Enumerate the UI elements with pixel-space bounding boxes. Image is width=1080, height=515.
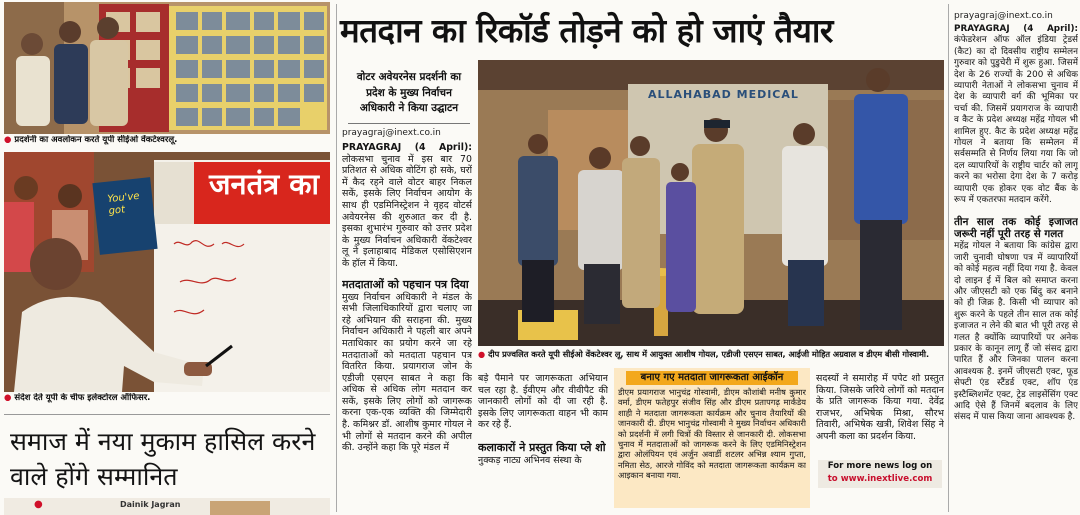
board-card: You've got [106, 190, 141, 218]
photo-ceo-writing-message [4, 152, 330, 392]
more-news-label: For more news log on [827, 461, 933, 471]
more-news-box [818, 460, 942, 488]
teaser-thumb [210, 501, 270, 515]
sidebar-box [614, 368, 810, 508]
box-title: बनाए गए मतदाता जागरूकता आईकॉन [626, 371, 798, 385]
photo-caption-top: ● प्रदर्शनी का अवलोकन करते यूपी सीईओ वेंकटेश्वरलू. [4, 135, 178, 145]
bullet-icon: ● [4, 135, 12, 145]
divider [4, 414, 330, 415]
divider [348, 123, 470, 124]
story-subhead: कलाकारों ने प्रस्तुत किया प्ले शो [478, 440, 606, 454]
column-divider [948, 4, 949, 512]
deck: वोटर अवेयरनेस प्रदर्शनी का प्रदेश के मुख्य निर्वाचन अधिकारी ने किया उद्घाटन [356, 71, 462, 114]
column-divider [336, 4, 337, 512]
photo-exhibition-visit [4, 2, 330, 134]
story-paragraph: PRAYAGRAJ (4 April): कंफेडरेशन ऑफ ऑल इंडिया ट्रेडर्स (कैट) का दो दिवसीय राष्ट्रीय सम्मेलन गुरुवार को पुडुचेरी में शुरू हुआ. जिसमें देश के 26 राज्यों के 200 से अधिक व्यापारी नेताओं ने लोकसभा चुनाव में देश के व्यापारी वर्ग की भूमिका पर चर्चा की. जिसमें प्रयागराज के व्यापारी व कैट के प्रदेश अध्यक्ष महेंद्र गोयल भी शामिल हुए. कैट के प्रदेश अध्यक्ष महेंद्र गोयल ने बताया कि सम्मेलन में सर्वसम्मति से निर्णय लिया गया कि जो दल व्यापारियों के राष्ट्रीय चार्टर को लागू करने का भरोसा देगा देश के 7 करोड़ व्यापारी एक होकर एक वोट बैंक के रूप में एकतरफा मतदान करेंगे. [954, 24, 1078, 206]
main-headline: मतदान का रिकॉर्ड तोड़ने को हो जाएं तैयार [340, 11, 833, 50]
more-news-link[interactable]: to www.inextlive.com [827, 474, 933, 484]
story-paragraph: PRAYAGRAJ (4 April): लोकसभा चुनाव में इस बार 70 प्रतिशत से अधिक वोटिंग हो सके, घरों में कैद रहने वाले वोटर बाहर निकल सकें, इसके लिए निर्वाचन आयोग के साथ ही एडमिनिस्ट्रेशन ने वृहद वोटर्स अवेयरनेस की शुरुआत कर दी है. इसका शुभारंभ गुरुवार को उत्तर प्रदेश के मुख्य निर्वाचन अधिकारी वेंकटेश्वर लू ने इलाहाबाद मेडिकल एसोसिएशन के हॉल में किया. [342, 142, 472, 269]
bullet-icon: ● [478, 349, 486, 359]
bullet-icon: ● [34, 499, 43, 510]
bottom-story-headline: समाज में नया मुकाम हासिल करने वाले होंगे सम्मानित [10, 427, 316, 491]
main-photo-caption: ● दीप प्रज्वलित करते यूपी सीईओ वेंकटेश्वर लू, साथ में आयुक्त आशीष गोयल, एडीजी एसएन साबत, आईजी मोहित अग्रवाल व डीएम बीसी गोस्वामी. [478, 349, 930, 359]
hall-banner: ALLAHABAD MEDICAL [648, 88, 799, 101]
right-story [954, 24, 1078, 515]
story-subhead: तीन साल तक कोई इजाजत जरूरी नहीं पूरी तरह से गलत [954, 215, 1078, 240]
dateline: PRAYAGRAJ (4 April): [954, 24, 1078, 34]
board-title: जनतंत्र का [209, 167, 320, 201]
photo-lamp-lighting [478, 60, 944, 346]
story-col-4: सदस्यों ने समारोह में पपेट शो प्रस्तुत किया. जिसके जरिये लोगों को मतदान के प्रति जागरूक किया गया. देवेंद्र राजभर, अभिषेक मिश्रा, सौरभ तिवारी, अभिषेक खत्री, शिवेश सिंह ने अपनी कला का प्रदर्शन किया. [816, 373, 944, 442]
right-byline: prayagraj@inext.co.in [954, 11, 1053, 21]
bottom-teaser-strip [4, 498, 330, 515]
dateline: PRAYAGRAJ (4 April): [342, 142, 472, 153]
story-col-2 [478, 373, 608, 515]
story-paragraph: नुक्कड़ नाट्य अभिनव संस्था के [478, 454, 582, 466]
teaser-logo: Dainik Jagran [120, 500, 181, 509]
story-paragraph: मुख्य निर्वाचन अधिकारी ने मंडल के सभी जिलाधिकारियों द्वारा चलाए जा रहे अभियान की सराहना की. मुख्य निर्वाचन अधिकारी ने पहली बार अपने मताधिकार का प्रयोग करने जा रहे मतदाताओं को मतदाता पहचान पत्र वितरित किया. प्रयागराज जोन के एडीजी एसएन साबत ने कहा कि अधिक से अधिक लोग मतदान कर सकें, इसके लिए लोगों को जागरूक करना एक-एक व्यक्ति की जिम्मेदारी है. कमिश्नर डॉ. आशीष कुमार गोयल ने भी लोगों से मतदान करने की अपील की. उन्होंने कहा कि पूरे मंडल में [342, 291, 472, 454]
bullet-icon: ● [4, 393, 12, 403]
byline: prayagraj@inext.co.in [342, 128, 441, 138]
story-paragraph: महेंद्र गोयल ने बताया कि कांग्रेस द्वारा जारी चुनावी घोषणा पत्र में व्यापारियों को कोई महत्व नहीं दिया गया है. केवल दो लाइन ई में बिल को समाप्त करना और जीएसटी को एक बिंदु कर बनाने को ही जिक्र है. किसी भी व्यापार को शुरू करने के पहले तीन साल तक कोई इजाजत न लेने की बात भी पूरी तरह से गलत है क्योंकि व्यापारियों पर अनेक प्रकार के कानून लागू हैं जो संसद द्वारा पारित हैं और जिनका पालन करना आवश्यक है. इनमें जीएसटी एक्ट, फूड सेफ्टी एंड स्टैंडर्ड एक्ट, शॉप एंड इस्टैब्लिशमेंट एक्ट, ट्रेड लाइसेंसिंग एक्ट आदि ऐसे हैं जिनमें बदलाव के लिए संसद में पास किया जाना आवश्यक है. [954, 241, 1078, 423]
photo-caption-middle: ● संदेश देते यूपी के चीफ इलेक्टोरल ऑफिसर. [4, 393, 151, 403]
story-col-1 [342, 142, 472, 515]
story-subhead: मतदाताओं को पहचान पत्र दिया [342, 277, 469, 291]
box-text: डीएम प्रयागराज भानुचंद्र गोस्वामी, डीएम कौशांबी मनीष कुमार वर्मा, डीएम फतेहपुर संजीव सिंह और डीएम प्रतापगढ़ मार्कंडेय शाही ने मतदाता जागरूकता कार्यक्रम और चुनाव तैयारियों की जानकारी दी. डीएम भानुचंद्र गोस्वामी ने मुख्य निर्वाचन अधिकारी को प्रदर्शनी में लगी चित्रों की विस्तार से जानकारी दी. लोकसभा चुनाव में मतदाताओं को जागरूक करने के लिए एडमिनिस्ट्रेशन द्वारा ओलंपियन एवं अर्जुन अवार्डी शटलर अभिन्न श्याम गुप्ता, नमिता सेठ, आरजे गोविंद को मतदाता जागरूकता कार्यक्रम का आइकान बनाया गया. [618, 387, 806, 481]
story-paragraph: बड़े पैमाने पर जागरूकता अभियान चल रहा है. ईवीएम और वीवीपैट की जानकारी लोगों को दी जा रही है. इसके लिए जागरूकता वाहन भी काम कर रहे हैं. [478, 373, 608, 431]
